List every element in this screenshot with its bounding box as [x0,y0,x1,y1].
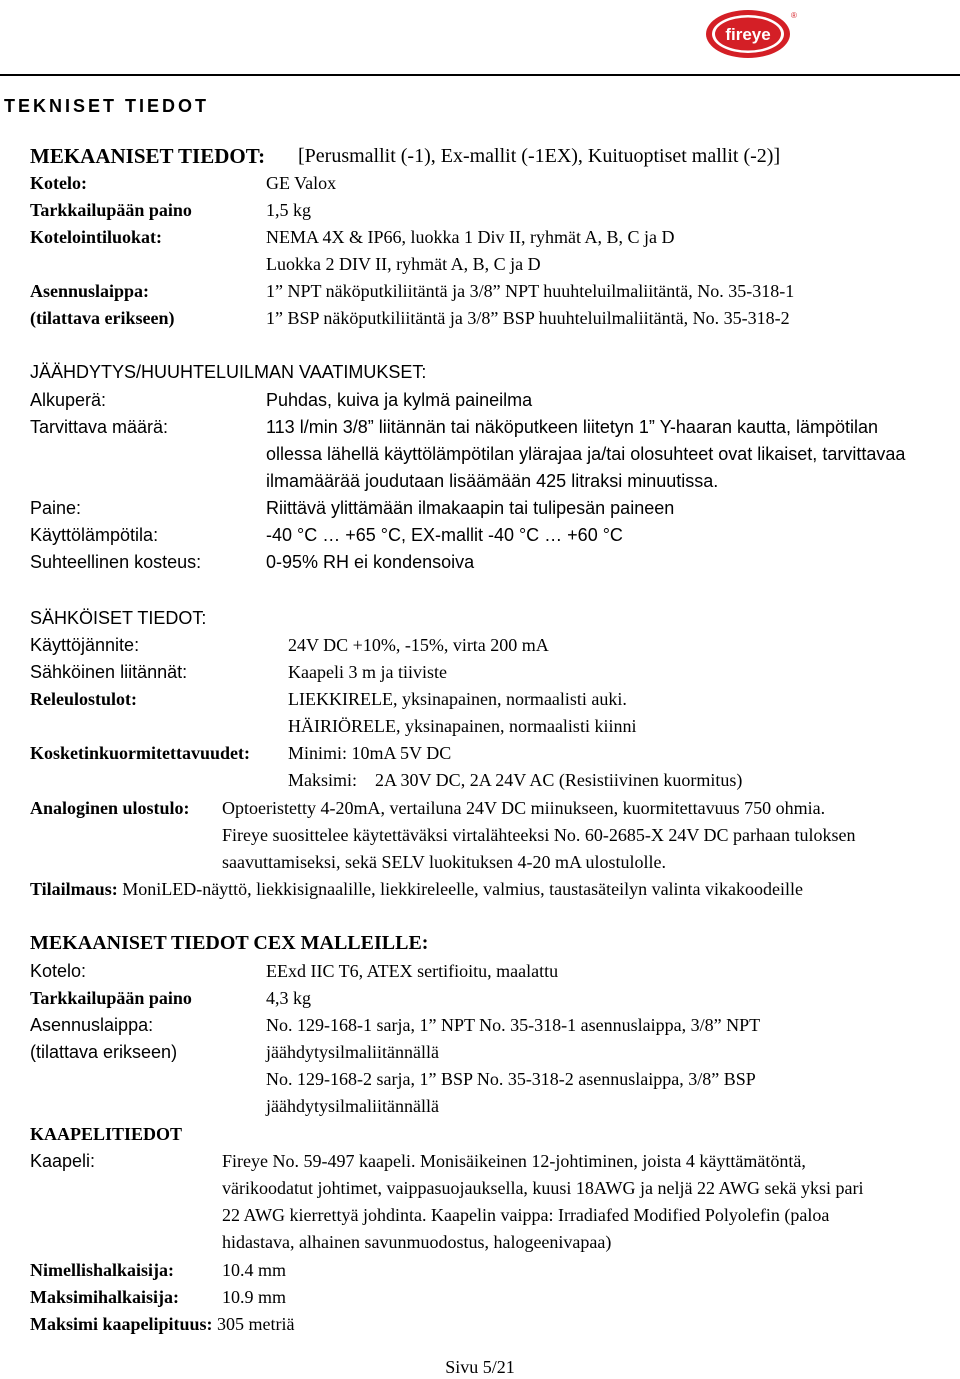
cex-value-paino: 4,3 kg [266,988,311,1008]
elec-value-hairiorele: HÄIRIÖRELE, yksinapainen, normaalisti kiinni [288,716,637,736]
cooling-label-alkupera: Alkuperä: [30,390,107,410]
elec-value-maksimi: Maksimi: 2A 30V DC, 2A 24V AC (Resistiivinen kuormitus) [288,770,743,790]
page-number: Sivu 5/21 [445,1357,515,1377]
fireye-logo [704,4,800,60]
mech-value-luokat: NEMA 4X & IP66, luokka 1 Div II, ryhmät A, B, C ja D [266,227,675,247]
cex-heading: MEKAANISET TIEDOT CEX MALLEILLE: [30,932,429,954]
cooling-value-lampotila: -40 °C … +65 °C, EX-mallit -40 °C … +60 °C [266,525,623,545]
mech-label-luokat: Kotelointiluokat: [30,227,163,247]
elec-value-jannite: 24V DC +10%, -15%, virta 200 mA [288,635,549,655]
elec-value-liitannat: Kaapeli 3 m ja tiiviste [288,662,447,682]
cex-label-asennus: Asennuslaippa: [30,1015,154,1035]
mech-label-paino: Tarkkailupään paino [30,200,192,220]
elec-value-liekkirele: LIEKKIRELE, yksinapainen, normaalisti auki. [288,689,627,709]
cable-label: Kaapeli: [30,1151,96,1171]
registered-mark: ® [791,11,797,20]
cex-label-tilattava: (tilattava erikseen) [30,1042,178,1062]
cooling-value-maara-3: ilmamäärää joudutaan lisäämään 425 litraksi minuutissa. [266,471,719,491]
cooling-value-maara-1: 113 l/min 3/8” liitännän tai näköputkeen liitetyn 1” Y-haaran kautta, lämpötilan [266,417,879,437]
cable-line-3: 22 AWG kierrettyä johdinta. Kaapelin vaippa: Irradiafed Modified Polyolefin (paloa [222,1205,830,1225]
cable-heading: KAAPELITIEDOT [30,1124,183,1144]
logo-text: fireye [725,25,771,44]
cooling-value-maara-2: ollessa lähellä käyttölämpötilan ylärajaa ja/tai olosuhteet ovat likaiset, tarvittavaa [266,444,906,464]
electrical-heading: SÄHKÖISET TIEDOT: [30,608,207,628]
cooling-value-paine: Riittävä ylittämään ilmakaapin tai tulipesän paineen [266,498,675,518]
cooling-label-paine: Paine: [30,498,82,518]
elec-label-kosketin: Kosketinkuormitettavuudet: [30,743,250,763]
cable-length-label: Maksimi kaapelipituus: [30,1314,213,1334]
cex-value-kotelo: EExd IIC T6, ATEX sertifioitu, maalattu [266,961,559,981]
elec-label-analog: Analoginen ulostulo: [30,798,190,818]
cable-line-1: Fireye No. 59-497 kaapeli. Monisäikeinen 12-johtiminen, joista 4 käyttämätöntä, [222,1151,806,1171]
mech-label-kotelo: Kotelo: [30,173,87,193]
cex-value-asennus-3: No. 129-168-2 sarja, 1” BSP No. 35-318-2 asennuslaippa, 3/8” BSP [266,1069,756,1089]
cex-value-asennus-2: jäähdytysilmaliitännällä [266,1042,439,1062]
mech-value-asennus-npt: 1” NPT näköputkiliitäntä ja 3/8” NPT huuhteluilmaliitäntä, No. 35-318-1 [266,281,795,301]
mech-label-asennus: Asennuslaippa: [30,281,150,301]
elec-value-analog-3: saavuttamiseksi, sekä SELV luokituksen 4-20 mA ulostulolle. [222,852,666,872]
mech-value-luokka2: Luokka 2 DIV II, ryhmät A, B, C ja D [266,254,541,274]
elec-value-minimi: Minimi: 10mA 5V DC [288,743,452,763]
cable-line-4: hidastava, alhainen savunmuodostus, halogeenivapaa) [222,1232,612,1252]
cooling-heading: JÄÄHDYTYS/HUUHTELUILMAN VAATIMUKSET: [30,362,427,382]
mech-value-paino: 1,5 kg [266,200,311,220]
elec-value-analog-1: Optoeristetty 4-20mA, vertailuna 24V DC miinukseen, kuormitettavuus 750 ohmia. [222,798,826,818]
cooling-label-maara: Tarvittava määrä: [30,417,169,437]
cooling-label-kosteus: Suhteellinen kosteus: [30,552,202,572]
cable-max-value: 10.9 mm [222,1287,287,1307]
order-label: Tilailmaus: [30,879,118,899]
cooling-value-alkupera: Puhdas, kuiva ja kylmä paineilma [266,390,533,410]
header-rule [0,74,960,76]
mech-value-kotelo: GE Valox [266,173,337,193]
cable-length-row [30,1311,295,1338]
order-value: MoniLED-näyttö, liekkisignaalille, liekkireleelle, valmius, taustasäteilyn valinta vikakoodeille [122,879,804,899]
order-row [30,876,803,903]
cable-line-2: värikoodatut johtimet, vaippasuojauksella, kuusi 18AWG ja neljä 22 AWG sekä yksi pari [222,1178,864,1198]
cable-length-value: 305 metriä [217,1314,295,1334]
cable-nominal-label: Nimellishalkaisija: [30,1260,175,1280]
cable-nominal-value: 10.4 mm [222,1260,287,1280]
elec-label-jannite: Käyttöjännite: [30,635,140,655]
mech-subheading: [Perusmallit (-1), Ex-mallit (-1EX), Kuituoptiset mallit (-2)] [298,145,781,167]
elec-value-analog-2: Fireye suosittelee käytettäväksi virtalähteeksi No. 60-2685-X 24V DC parhaan tuloksen [222,825,856,845]
cable-max-label: Maksimihalkaisija: [30,1287,180,1307]
elec-label-liitannat: Sähköinen liitännät: [30,662,188,682]
cex-value-asennus-1: No. 129-168-1 sarja, 1” NPT No. 35-318-1 asennuslaippa, 3/8” NPT [266,1015,761,1035]
cex-label-paino: Tarkkailupään paino [30,988,192,1008]
cooling-label-lampotila: Käyttölämpötila: [30,525,159,545]
mech-heading: MEKAANISET TIEDOT: [30,144,266,168]
mech-label-tilattava: (tilattava erikseen) [30,308,175,328]
cex-value-asennus-4: jäähdytysilmaliitännällä [266,1096,439,1116]
cooling-value-kosteus: 0-95% RH ei kondensoiva [266,552,475,572]
cex-label-kotelo: Kotelo: [30,961,87,981]
mech-value-asennus-bsp: 1” BSP näköputkiliitäntä ja 3/8” BSP huuhteluilmaliitäntä, No. 35-318-2 [266,308,790,328]
page-header [0,0,960,76]
elec-label-releet: Releulostulot: [30,689,137,709]
page-section-title: TEKNISET TIEDOT [4,96,210,116]
